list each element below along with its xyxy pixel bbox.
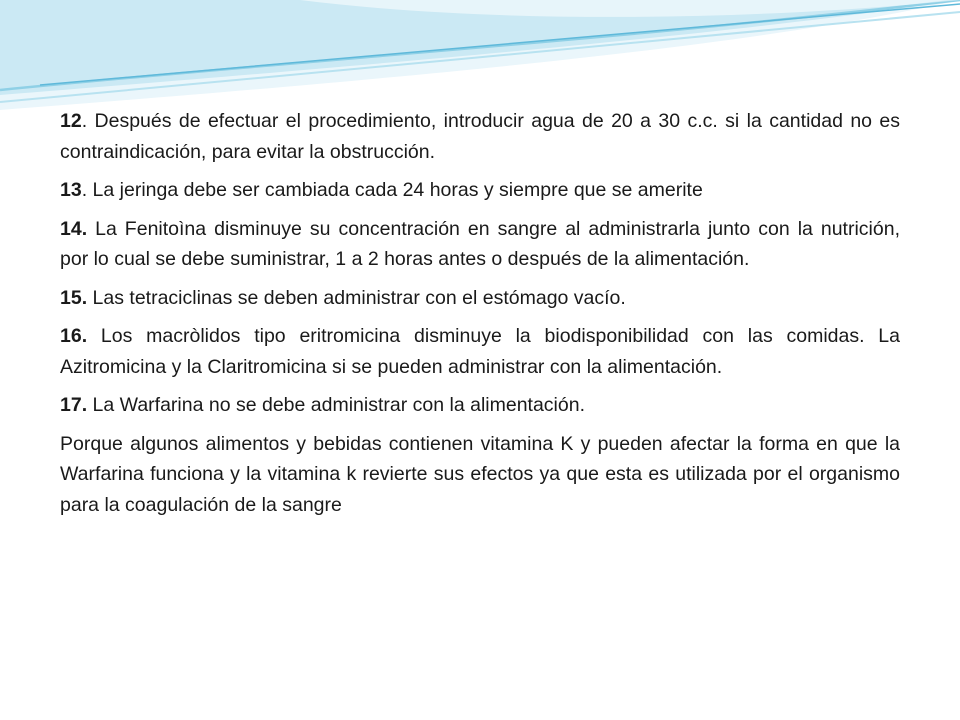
item-separator: . [81, 110, 88, 132]
item-number: 15 [60, 286, 82, 309]
item-separator: . [81, 325, 88, 347]
item-number: 14 [60, 217, 82, 240]
item-separator: . [81, 217, 88, 240]
item-text: Después de efectuar el procedimiento, introducir agua de 20 a 30 c.c. si la cantidad no es contraindicación, para evitar la obstrucción. [60, 110, 900, 163]
item-number: 17 [60, 394, 82, 416]
item-text: Las tetraciclinas se deben administrar con el estómago vacío. [87, 286, 626, 309]
slide-body [60, 106, 900, 528]
item-separator: . [81, 179, 88, 201]
item-text: Los macròlidos tipo eritromicina disminuye la biodisponibilidad con las comidas. La Azitromicina y la Claritromicina si se pueden administrar con la alimentación. [60, 325, 900, 378]
paragraph-13 [60, 175, 900, 206]
header-wave-decoration [0, 0, 960, 120]
paragraph-16 [60, 321, 900, 382]
item-text: La jeringa debe ser cambiada cada 24 horas y siempre que se amerite [87, 179, 703, 201]
paragraph-17 [60, 390, 900, 421]
paragraph-15 [60, 283, 900, 314]
item-number: 16 [60, 325, 82, 347]
item-separator: . [81, 286, 88, 309]
item-text: Porque algunos alimentos y bebidas contienen vitamina K y pueden afectar la forma en que la Warfarina funciona y la vitamina k revierte sus efectos ya que esta es utilizada por el organismo para la coagulación de la sangre [60, 432, 900, 516]
item-separator: . [81, 394, 88, 416]
paragraph-12 [60, 106, 900, 167]
item-number: 12 [60, 110, 82, 132]
paragraph-explanation [60, 429, 900, 521]
item-text: La Fenitoìna disminuye su concentración en sangre al administrarla junto con la nutrición, por lo cual se debe suministrar, 1 a 2 horas antes o después de la alimentación. [60, 217, 900, 270]
item-text: La Warfarina no se debe administrar con la alimentación. [87, 394, 585, 416]
item-number: 13 [60, 179, 82, 201]
paragraph-14 [60, 214, 900, 275]
